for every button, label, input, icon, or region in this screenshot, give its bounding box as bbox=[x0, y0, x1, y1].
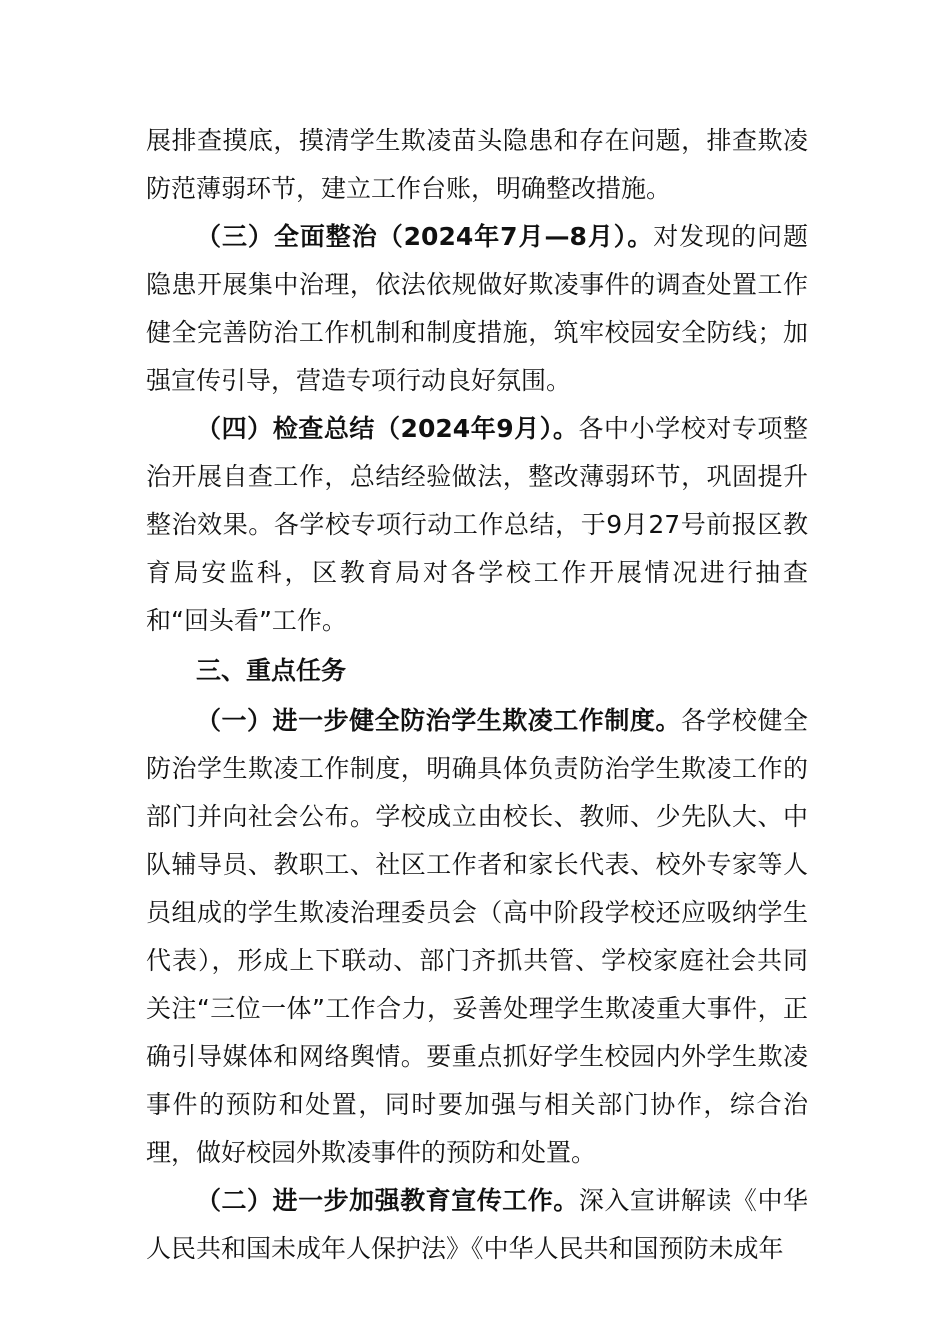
paragraph-lead: （四）检查总结（2024年9月）。 bbox=[196, 414, 579, 443]
paragraph-lead: （三）全面整治（2024年7月—8月）。 bbox=[196, 222, 654, 251]
paragraph-lead: （二）进一步加强教育宣传工作。 bbox=[196, 1186, 579, 1215]
paragraph-lead: （一）进一步健全防治学生欺凌工作制度。 bbox=[196, 706, 681, 735]
paragraph-phase-inspection bbox=[146, 405, 808, 645]
paragraph-text: 各学校健全防治学生欺凌工作制度，明确具体负责防治学生欺凌工作的部门并向社会公布。学校成立由校长、教师、少先队大、中队辅导员、教职工、社区工作者和家长代表、校外专家等人员组成的学生欺凌治理委员会（高中阶段学校还应吸纳学生代表），形成上下联动、部门齐抓共管、学校家庭社会共同关注“三位一体”工作合力，妥善处理学生欺凌重大事件，正确引导媒体和网络舆情。要重点抓好学生校园内外学生欺凌事件的预防和处置，同时要加强与相关部门协作，综合治理，做好校园外欺凌事件的预防和处置。 bbox=[146, 706, 808, 1167]
document-page bbox=[146, 117, 808, 1273]
paragraph-text: 展排查摸底，摸清学生欺凌苗头隐患和存在问题，排查欺凌防范薄弱环节，建立工作台账，明确整改措施。 bbox=[146, 126, 808, 203]
paragraph-task-system bbox=[146, 697, 808, 1177]
paragraph-phase-rectification bbox=[146, 213, 808, 405]
section-heading-key-tasks: 三、重点任务 bbox=[196, 656, 347, 685]
paragraph-text: 对发现的问题隐患开展集中治理，依法依规做好欺凌事件的调查处置工作健全完善防治工作机制和制度措施，筑牢校园安全防线；加强宣传引导，营造专项行动良好氛围。 bbox=[146, 222, 808, 395]
paragraph-text: 深入宣讲解读《中华人民共和国未成年人保护法》《中华人民共和国预防未成年 bbox=[146, 1186, 808, 1263]
paragraph-continued bbox=[146, 117, 808, 213]
paragraph-task-education bbox=[146, 1177, 808, 1273]
paragraph-text: 各中小学校对专项整治开展自查工作，总结经验做法，整改薄弱环节，巩固提升整治效果。各学校专项行动工作总结，于9月27号前报区教育局安监科，区教育局对各学校工作开展情况进行抽查和“回头看”工作。 bbox=[146, 414, 808, 635]
